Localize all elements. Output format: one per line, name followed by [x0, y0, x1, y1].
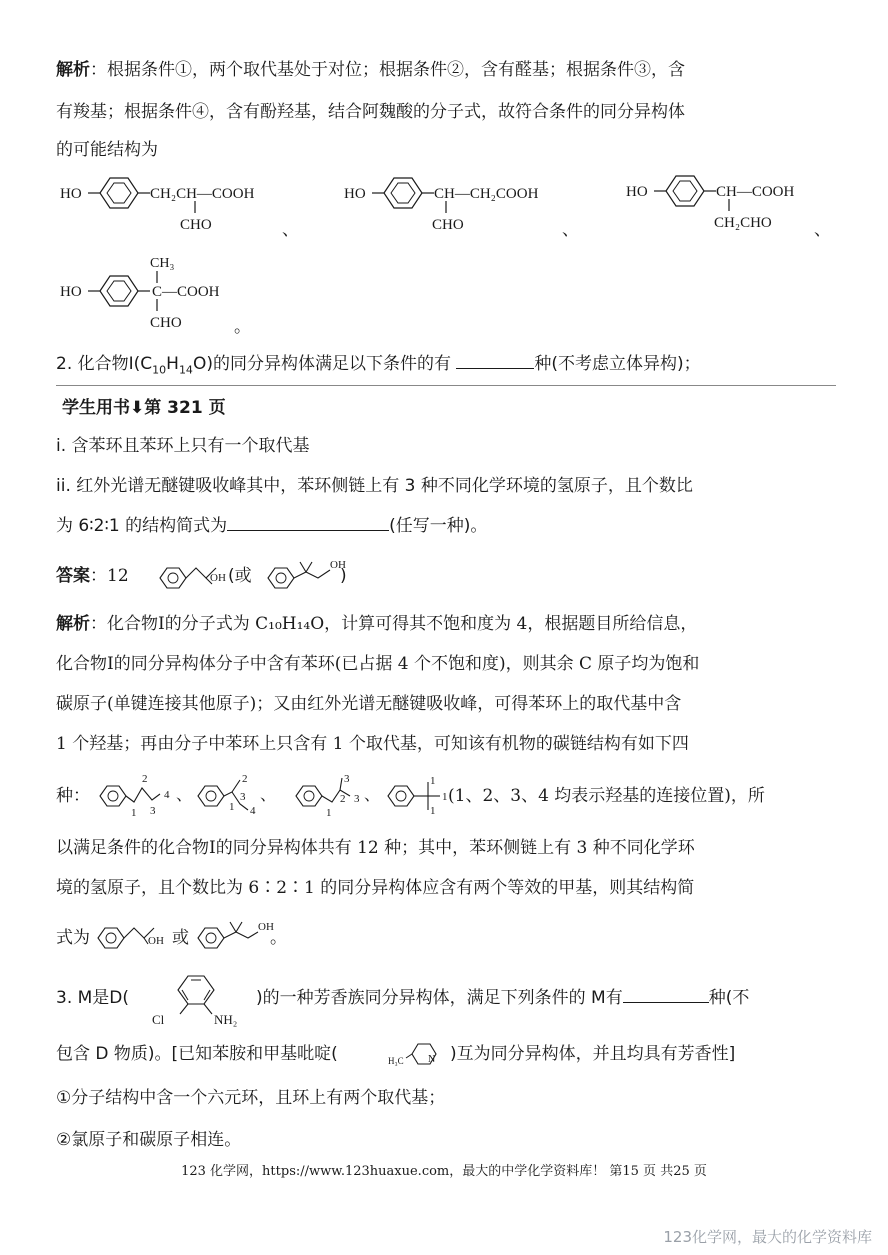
question-3-line2-suffix: )互为同分异构体，并且均具有芳香性]	[450, 1044, 736, 1064]
condition-ii-a: ii. 红外光谱无醚键吸收峰其中，苯环侧链上有 3 种不同化学环境的氢原子，且个数比	[56, 476, 693, 496]
svg-text:HO: HO	[344, 186, 366, 202]
svg-text:1: 1	[229, 801, 235, 813]
down-arrow-icon: ⬇	[130, 398, 145, 418]
q3-condition-2: ②氯原子和碳原子相连。	[56, 1130, 242, 1150]
condition-ii-b: 为 6∶2∶1 的结构简式为 (任写一种)。	[56, 516, 488, 536]
structure-2	[344, 170, 574, 240]
result-or: 或	[172, 928, 189, 948]
analysis2-line8-prefix: 式为	[56, 928, 90, 948]
carbon-chain-diagrams	[96, 770, 456, 818]
answer-blank-structure[interactable]	[227, 514, 389, 531]
answer-close: )	[340, 566, 347, 586]
analysis2-line4: 1 个羟基；再由分子中苯环上只含有 1 个取代基，可知该有机物的碳链结构有如下四	[56, 734, 689, 754]
svg-text:1: 1	[131, 807, 137, 819]
svg-text:CH₃: CH₃	[150, 256, 175, 271]
svg-text:4: 4	[250, 805, 256, 817]
structure-4	[60, 250, 260, 340]
svg-text:、: 、	[176, 787, 193, 804]
svg-text:OH: OH	[258, 921, 274, 933]
question-2: 2. 化合物$I(C_{10}H_{14}O)$的同分异构体满足以下条件的有 种(不考虑立体异构)；	[56, 354, 701, 377]
answer-label: 答案	[56, 566, 90, 586]
result-end: 。	[270, 928, 287, 948]
svg-text:OH: OH	[210, 572, 226, 584]
analysis2-line7: 境的氢原子，且个数比为 6∶2∶1 的同分异构体应含有两个等效的甲基，则其结构简	[56, 878, 695, 898]
svg-text:3: 3	[354, 793, 360, 805]
analysis2-line5-prefix: 种：	[56, 786, 90, 806]
question-3-text: )的一种芳香族同分异构体，满足下列条件的 M有 种(不	[256, 988, 750, 1008]
svg-text:OH: OH	[148, 935, 164, 947]
svg-text:1: 1	[430, 775, 436, 787]
question-3-prefix: 3. M是D(	[56, 988, 130, 1008]
svg-text:1: 1	[430, 805, 436, 817]
watermark: 123化学网，最大的化学资料库	[663, 1228, 872, 1246]
svg-text:2: 2	[142, 773, 148, 785]
page-reference: 学生用书⬇第 321 页	[62, 398, 226, 418]
svg-text:CH—COOH: CH—COOH	[716, 184, 795, 200]
svg-text:、: 、	[364, 787, 381, 804]
svg-text:H₃C: H₃C	[388, 1056, 404, 1066]
svg-text:Cl: Cl	[152, 1012, 165, 1027]
svg-text:1: 1	[326, 807, 332, 819]
answer-value: ：12	[90, 566, 129, 586]
svg-text:CHO: CHO	[180, 217, 212, 233]
separator-2: 、	[562, 220, 579, 240]
analysis1-line1: 解析：根据条件①，两个取代基处于对位；根据条件②，含有醛基；根据条件③，含	[56, 60, 685, 80]
svg-text:HO: HO	[60, 284, 82, 300]
svg-text:2: 2	[340, 793, 346, 805]
svg-text:CHO: CHO	[150, 315, 182, 331]
svg-text:HO: HO	[60, 186, 82, 202]
svg-text:2: 2	[242, 773, 248, 785]
analysis2-line1: 解析：化合物I的分子式为 C₁₀H₁₄O，计算可得其不饱和度为 4，根据题目所给信息，	[56, 614, 698, 634]
svg-text:3: 3	[150, 805, 156, 817]
result-structure-1	[94, 916, 174, 952]
structures-end: 。	[234, 317, 251, 337]
q3-condition-1: ①分子结构中含一个六元环，且环上有两个取代基；	[56, 1088, 446, 1108]
svg-text:1: 1	[442, 791, 448, 803]
svg-text:C—COOH: C—COOH	[152, 284, 220, 300]
svg-text:、: 、	[260, 787, 277, 804]
svg-text:NH₂: NH₂	[214, 1012, 238, 1027]
analysis2-line5-suffix: (1、2、3、4 均表示羟基的连接位置)，所	[448, 786, 765, 806]
analysis-label: 解析	[56, 60, 90, 80]
separator-1: 、	[282, 220, 299, 240]
condition-i: i. 含苯环且苯环上只有一个取代基	[56, 436, 310, 456]
svg-text:3: 3	[240, 791, 246, 803]
analysis2-line6: 以满足条件的化合物I的同分异构体共有 12 种；其中，苯环侧链上有 3 种不同化学环	[56, 838, 695, 858]
svg-text:CH₂CH—COOH: CH₂CH—COOH	[150, 186, 255, 202]
svg-text:OH: OH	[330, 559, 346, 571]
structure-1	[60, 170, 290, 240]
analysis1-line3: 的可能结构为	[56, 140, 158, 160]
answer-blank-q3[interactable]	[623, 986, 709, 1003]
svg-text:CHO: CHO	[432, 217, 464, 233]
svg-text:CH₂CHO: CH₂CHO	[714, 215, 772, 231]
svg-text:N: N	[428, 1054, 436, 1065]
svg-text:CH—CH₂COOH: CH—CH₂COOH	[434, 186, 539, 202]
svg-text:4: 4	[164, 789, 170, 801]
separator-3: 、	[814, 220, 831, 240]
structure-3	[626, 170, 836, 240]
analysis2-line2: 化合物I的同分异构体分子中含有苯环(已占据 4 个不饱和度)，则其余 C 原子均为饱和	[56, 654, 700, 674]
page-footer: 123 化学网，https://www.123huaxue.com，最大的中学化学资料库！ 第15 页 共25 页	[181, 1164, 707, 1179]
question-3-line2: 包含 D 物质)。[已知苯胺和甲基吡啶(	[56, 1044, 338, 1064]
answer-structure-1	[156, 556, 236, 592]
svg-text:HO: HO	[626, 184, 648, 200]
answer-blank-q2[interactable]	[456, 352, 534, 369]
analysis2-line3: 碳原子(单键连接其他原子)；又由红外光谱无醚键吸收峰，可得苯环上的取代基中含	[56, 694, 682, 714]
svg-text:3: 3	[344, 773, 350, 785]
answer-line	[56, 564, 129, 588]
analysis1-line2: 有羧基；根据条件④，含有酚羟基，结合阿魏酸的分子式，故符合条件的同分异构体	[56, 102, 685, 122]
page-divider	[56, 385, 836, 386]
compound-d-structure	[148, 962, 258, 1028]
methylpyridine-structure	[388, 1034, 452, 1070]
answer-or: (或	[228, 566, 252, 586]
